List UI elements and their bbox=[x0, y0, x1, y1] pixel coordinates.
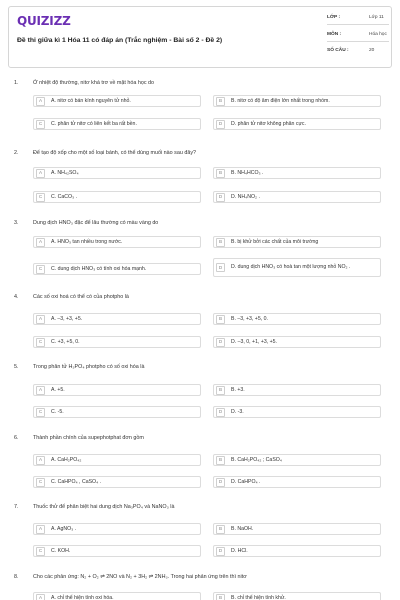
option-text: A. chỉ thể hiện tính oxi hóa. bbox=[51, 594, 114, 600]
option-text: B. bị khử bởi các chất của môi trường bbox=[231, 238, 319, 245]
option-letter: D bbox=[216, 478, 225, 487]
option-c[interactable] bbox=[33, 191, 201, 203]
option-letter: B bbox=[216, 525, 225, 534]
option-text: D. dung dịch HNO₃ có hoà tan một lượng nhỏ NO₂ . bbox=[231, 263, 351, 270]
option-text: A. AgNO₃ . bbox=[51, 525, 77, 532]
option-a[interactable] bbox=[33, 313, 201, 325]
option-letter: C bbox=[36, 547, 45, 556]
question-number: 6. bbox=[14, 435, 19, 441]
option-b[interactable] bbox=[213, 592, 381, 600]
question-text: Cho các phản ứng: N₂ + O₂ ⇌ 2NO và N₂ + 3H₂ ⇌ 2NH₃. Trong hai phản ứng trên thì nitơ bbox=[33, 574, 247, 580]
question-number: 1. bbox=[14, 80, 19, 86]
option-letter: A bbox=[36, 97, 45, 106]
option-text: D. phân tử nitơ không phân cực. bbox=[231, 120, 306, 127]
option-text: C. +3, +5, 0. bbox=[51, 338, 80, 345]
option-text: C. phân tử nitơ có liên kết ba rất bền. bbox=[51, 120, 137, 127]
option-letter: C bbox=[36, 120, 45, 129]
option-b[interactable] bbox=[213, 384, 381, 396]
option-letter: B bbox=[216, 169, 225, 178]
option-letter: B bbox=[216, 386, 225, 395]
question-text: Thành phần chính của supephotphat đơn gồm bbox=[33, 435, 144, 441]
option-letter: D bbox=[216, 338, 225, 347]
option-letter: D bbox=[216, 193, 225, 202]
meta-subject-value: Hóa học bbox=[369, 32, 387, 37]
option-letter: A bbox=[36, 315, 45, 324]
option-b[interactable] bbox=[213, 523, 381, 535]
option-text: D. –3, 0, +1, +3, +5. bbox=[231, 338, 277, 345]
option-text: A. HNO₃ tan nhiều trong nước. bbox=[51, 238, 123, 245]
question-text: Dung dịch HNO₃ đặc để lâu thường có màu vàng do bbox=[33, 220, 159, 226]
option-text: D. HCl. bbox=[231, 547, 248, 554]
option-c[interactable] bbox=[33, 336, 201, 348]
option-letter: C bbox=[36, 408, 45, 417]
option-text: B. CaH₂PO₄₂ ; CaSO₄ bbox=[231, 456, 282, 463]
option-text: A. +5. bbox=[51, 386, 65, 393]
option-text: D. NH₄NO₂ . bbox=[231, 193, 260, 200]
option-text: C. dung dịch HNO₃ có tính oxi hóa mạnh. bbox=[51, 265, 147, 272]
option-letter: D bbox=[216, 408, 225, 417]
option-d[interactable] bbox=[213, 336, 381, 348]
option-text: B. +3. bbox=[231, 386, 245, 393]
option-text: B. nitơ có độ âm điện lớn nhất trong nhóm. bbox=[231, 97, 330, 104]
option-text: C. KOH. bbox=[51, 547, 71, 554]
option-letter: A bbox=[36, 386, 45, 395]
option-letter: D bbox=[216, 547, 225, 556]
worksheet-header bbox=[8, 6, 392, 68]
option-b[interactable] bbox=[213, 95, 381, 107]
option-letter: A bbox=[36, 456, 45, 465]
page-title: Đề thi giữa kì 1 Hóa 11 có đáp án (Trắc nghiệm - Bài số 2 - Đề 2) bbox=[17, 37, 223, 44]
option-a[interactable] bbox=[33, 384, 201, 396]
option-a[interactable] bbox=[33, 236, 201, 248]
question-number: 8. bbox=[14, 574, 19, 580]
option-text: B. chỉ thể hiện tính khử. bbox=[231, 594, 286, 600]
option-d[interactable] bbox=[213, 191, 381, 203]
option-d[interactable] bbox=[213, 476, 381, 488]
question-number: 3. bbox=[14, 220, 19, 226]
option-a[interactable] bbox=[33, 167, 201, 179]
question-text: Thuốc thử để phân biệt hai dung dịch Na₃PO₄ và NaNO₃ là bbox=[33, 504, 175, 510]
question-text: Để tạo độ xốp cho một số loại bánh, có thể dùng muối nào sau đây? bbox=[33, 150, 197, 156]
option-letter: A bbox=[36, 169, 45, 178]
option-letter: B bbox=[216, 315, 225, 324]
meta-divider bbox=[327, 41, 389, 42]
option-text: B. NH₄HCO₃ . bbox=[231, 169, 264, 176]
meta-divider bbox=[327, 24, 389, 25]
option-a[interactable] bbox=[33, 523, 201, 535]
option-letter: B bbox=[216, 97, 225, 106]
option-d[interactable] bbox=[213, 118, 381, 130]
option-text: A. CaH₂PO₄₂ bbox=[51, 456, 82, 463]
question-number: 5. bbox=[14, 364, 19, 370]
option-d[interactable] bbox=[213, 406, 381, 418]
option-letter: D bbox=[216, 120, 225, 129]
meta-count-label: SỐ CÂU : bbox=[327, 48, 349, 53]
option-a[interactable] bbox=[33, 95, 201, 107]
option-d[interactable] bbox=[213, 258, 381, 277]
option-c[interactable] bbox=[33, 118, 201, 130]
meta-grade-label: LỚP : bbox=[327, 15, 341, 20]
option-letter: C bbox=[36, 193, 45, 202]
question-number: 4. bbox=[14, 294, 19, 300]
option-text: C. CaHPO₄ , CaSO₄ . bbox=[51, 478, 102, 485]
option-letter: B bbox=[216, 238, 225, 247]
question-number: 2. bbox=[14, 150, 19, 156]
question-text: Trong phân tử H₃PO₄ photpho có số oxi hóa là bbox=[33, 364, 145, 370]
option-b[interactable] bbox=[213, 167, 381, 179]
option-letter: C bbox=[36, 338, 45, 347]
option-letter: B bbox=[216, 456, 225, 465]
option-text: A. nitơ có bán kính nguyên tử nhỏ. bbox=[51, 97, 131, 104]
option-d[interactable] bbox=[213, 545, 381, 557]
meta-grade-value: Lớp 11 bbox=[369, 15, 384, 20]
question-number: 7. bbox=[14, 504, 19, 510]
option-b[interactable] bbox=[213, 236, 381, 248]
option-letter: C bbox=[36, 478, 45, 487]
option-c[interactable] bbox=[33, 476, 201, 488]
quizizz-logo[interactable]: QUIZIZZ bbox=[17, 14, 71, 28]
option-text: C. -5. bbox=[51, 408, 64, 415]
meta-count-value: 20 bbox=[369, 48, 375, 53]
option-letter: A bbox=[36, 594, 45, 600]
option-c[interactable] bbox=[33, 263, 201, 275]
option-text: B. –3, +3, +5, 0. bbox=[231, 315, 268, 322]
option-letter: C bbox=[36, 265, 45, 274]
option-text: A. –3, +3, +5. bbox=[51, 315, 83, 322]
meta-subject-label: MÔN : bbox=[327, 32, 342, 37]
option-c[interactable] bbox=[33, 545, 201, 557]
option-text: A. NH₄₂SO₄ bbox=[51, 169, 79, 176]
question-text: Các số oxi hoá có thể có của photpho là bbox=[33, 294, 129, 300]
option-a[interactable] bbox=[33, 454, 201, 466]
option-b[interactable] bbox=[213, 313, 381, 325]
option-letter: B bbox=[216, 594, 225, 600]
question-text: Ở nhiệt độ thường, nitơ khá trơ về mặt hóa học do bbox=[33, 80, 155, 86]
option-letter: D bbox=[216, 263, 225, 272]
option-a[interactable] bbox=[33, 592, 201, 600]
option-letter: A bbox=[36, 525, 45, 534]
option-c[interactable] bbox=[33, 406, 201, 418]
option-text: B. NaOH. bbox=[231, 525, 254, 532]
option-letter: A bbox=[36, 238, 45, 247]
option-text: D. -3. bbox=[231, 408, 244, 415]
option-text: C. CaCO₃ . bbox=[51, 193, 78, 200]
option-text: D. CaHPO₄ . bbox=[231, 478, 261, 485]
option-b[interactable] bbox=[213, 454, 381, 466]
